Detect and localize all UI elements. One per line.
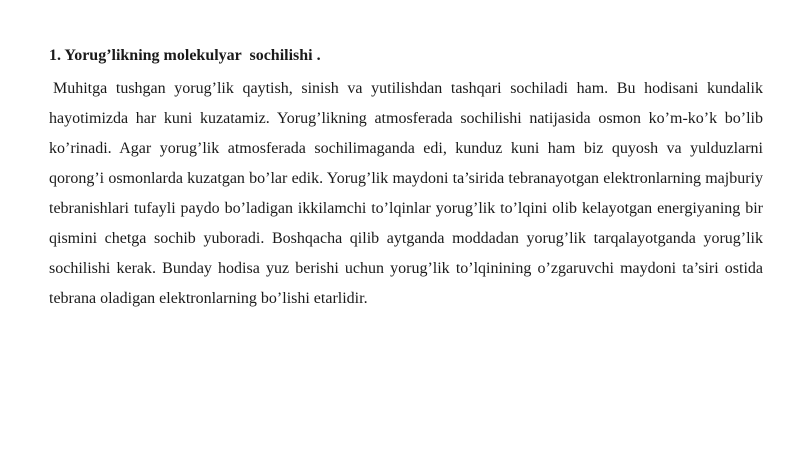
section-heading: 1. Yorug’likning molekulyar sochilishi . bbox=[49, 47, 321, 64]
document-content bbox=[49, 44, 763, 314]
body-paragraph: Muhitga tushgan yorug’lik qaytish, sinish va yutilishdan tashqari sochiladi ham. Bu hodisani kundalik hayotimizda har kuni kuzatamiz. Yorug’likning atmosferada sochilishi natijasida osmon ko’m-ko’k bo’lib ko’rinadi. Agar yorug’lik atmosferada sochilimaganda edi, kunduz kuni ham biz quyosh va yulduzlarni qorong’i osmonlarda kuzatgan bo’lar edik. Yorug’lik maydoni ta’sirida tebranayotgan elektronlarning majburiy tebranishlari tufayli paydo bo’ladigan ikkilamchi to’lqinlar yorug’lik to’lqini olib kelayotgan energiyaning bir qismini chetga sochib yuboradi. Boshqacha qilib aytganda moddadan yorug’lik tarqalayotganda yorug’lik sochilishi kerak. Bunday hodisa yuz berishi uchun yorug’lik to’lqinining o’zgaruvchi maydoni ta’siri ostida tebrana oladigan elektronlarning bo’lishi etarlidir. bbox=[49, 80, 763, 307]
